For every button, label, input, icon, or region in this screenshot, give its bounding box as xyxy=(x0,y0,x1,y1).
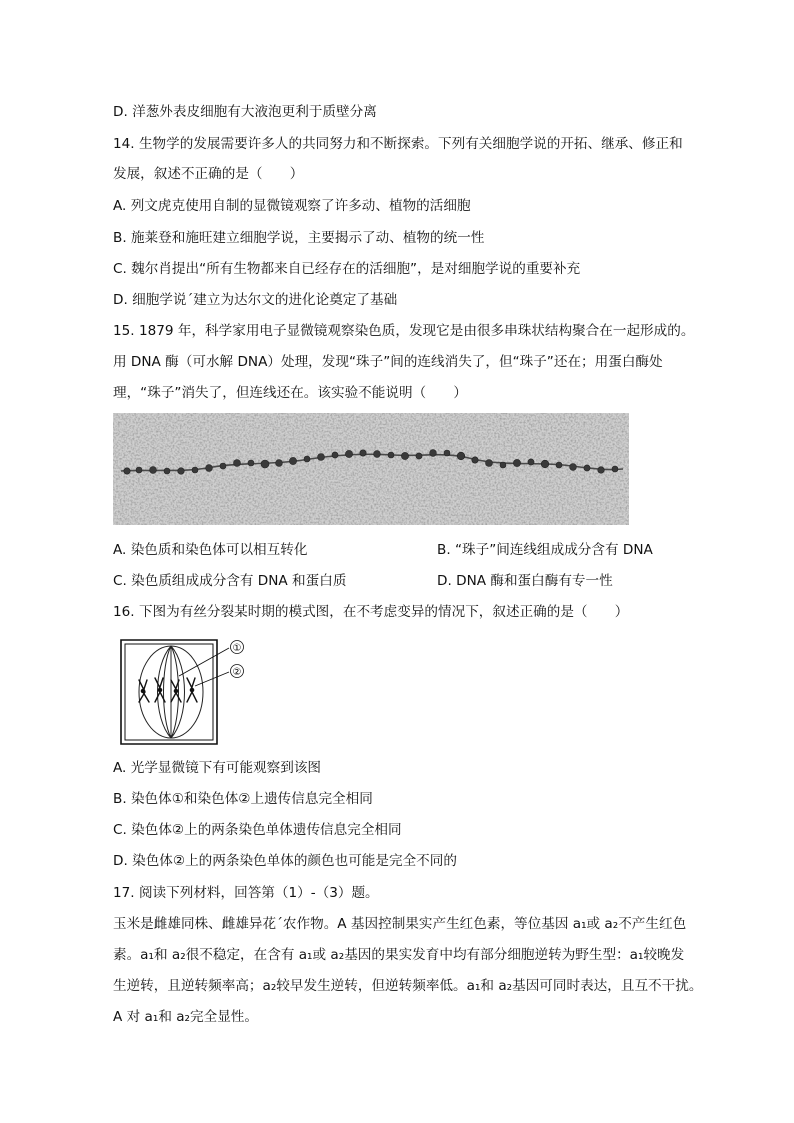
mitosis-diagram xyxy=(113,636,253,748)
q15-option-d: D. DNA 酶和蛋白酶有专一性 xyxy=(437,573,613,589)
q17-para-line2: 素。a₁和 a₂很不稳定，在含有 a₁或 a₂基因的果实发育中均有部分细胞逆转为野生型：a₁较晚发 xyxy=(113,947,685,963)
q15-option-c: C. 染色质组成成分含有 DNA 和蛋白质 xyxy=(113,573,347,589)
q15-option-b: B. “珠子”间连线组成成分含有 DNA xyxy=(437,542,653,558)
q17-para-line3: 生逆转，且逆转频率高；a₂较早发生逆转，但逆转频率低。a₁和 a₂基因可同时表达，且互不干扰。 xyxy=(113,978,703,994)
electron-micrograph-image xyxy=(113,413,629,525)
q15-stem-line3: 理，“珠子”消失了，但连线还在。该实验不能说明（ ） xyxy=(113,385,467,401)
q16-option-d: D. 染色体②上的两条染色单体的颜色也可能是完全不同的 xyxy=(113,853,457,869)
chromosome-label-1: ① xyxy=(232,643,242,654)
q16-stem: 16. 下图为有丝分裂某时期的模式图，在不考虑变异的情况下，叙述正确的是（ ） xyxy=(113,604,629,620)
q14-option-d: D. 细胞学说ˊ建立为达尔文的进化论奠定了基础 xyxy=(113,292,398,308)
q17-para-line4: A 对 a₁和 a₂完全显性。 xyxy=(113,1009,258,1025)
q13-option-d: D. 洋葱外表皮细胞有大液泡更利于质壁分离 xyxy=(113,104,377,120)
q17-para-line1: 玉米是雌雄同株、雌雄异花ˊ农作物。A 基因控制果实产生红色素，等位基因 a₁或 a₂不产生红色 xyxy=(113,916,687,932)
q14-stem-line2: 发展，叙述不正确的是（ ） xyxy=(113,166,304,182)
q16-option-a: A. 光学显微镜下有可能观察到该图 xyxy=(113,760,322,776)
q14-option-b: B. 施莱登和施旺建立细胞学说，主要揭示了动、植物的统一性 xyxy=(113,230,485,246)
q16-option-b: B. 染色体①和染色体②上遗传信息完全相同 xyxy=(113,791,373,807)
q15-stem-line2: 用 DNA 酶（可水解 DNA）处理，发现“珠子”间的连线消失了，但“珠子”还在；用蛋白酶处 xyxy=(113,354,663,370)
q15-option-a: A. 染色质和染色体可以相互转化 xyxy=(113,542,308,558)
q14-option-a: A. 列文虎克使用自制的显微镜观察了许多动、植物的活细胞 xyxy=(113,198,471,214)
q15-stem-line1: 15. 1879 年，科学家用电子显微镜观察染色质，发现它是由很多串珠状结构聚合在一起形成的。 xyxy=(113,323,695,339)
q14-stem-line1: 14. 生物学的发展需要许多人的共同努力和不断探索。下列有关细胞学说的开拓、继承、修正和 xyxy=(113,136,683,152)
q16-option-c: C. 染色体②上的两条染色单体遗传信息完全相同 xyxy=(113,822,402,838)
chromosome-label-2: ② xyxy=(232,667,242,678)
q14-option-c: C. 魏尔肖提出“所有生物都来自已经存在的活细胞”，是对细胞学说的重要补充 xyxy=(113,261,581,277)
q17-stem: 17. 阅读下列材料，回答第（1）-（3）题。 xyxy=(113,885,379,901)
